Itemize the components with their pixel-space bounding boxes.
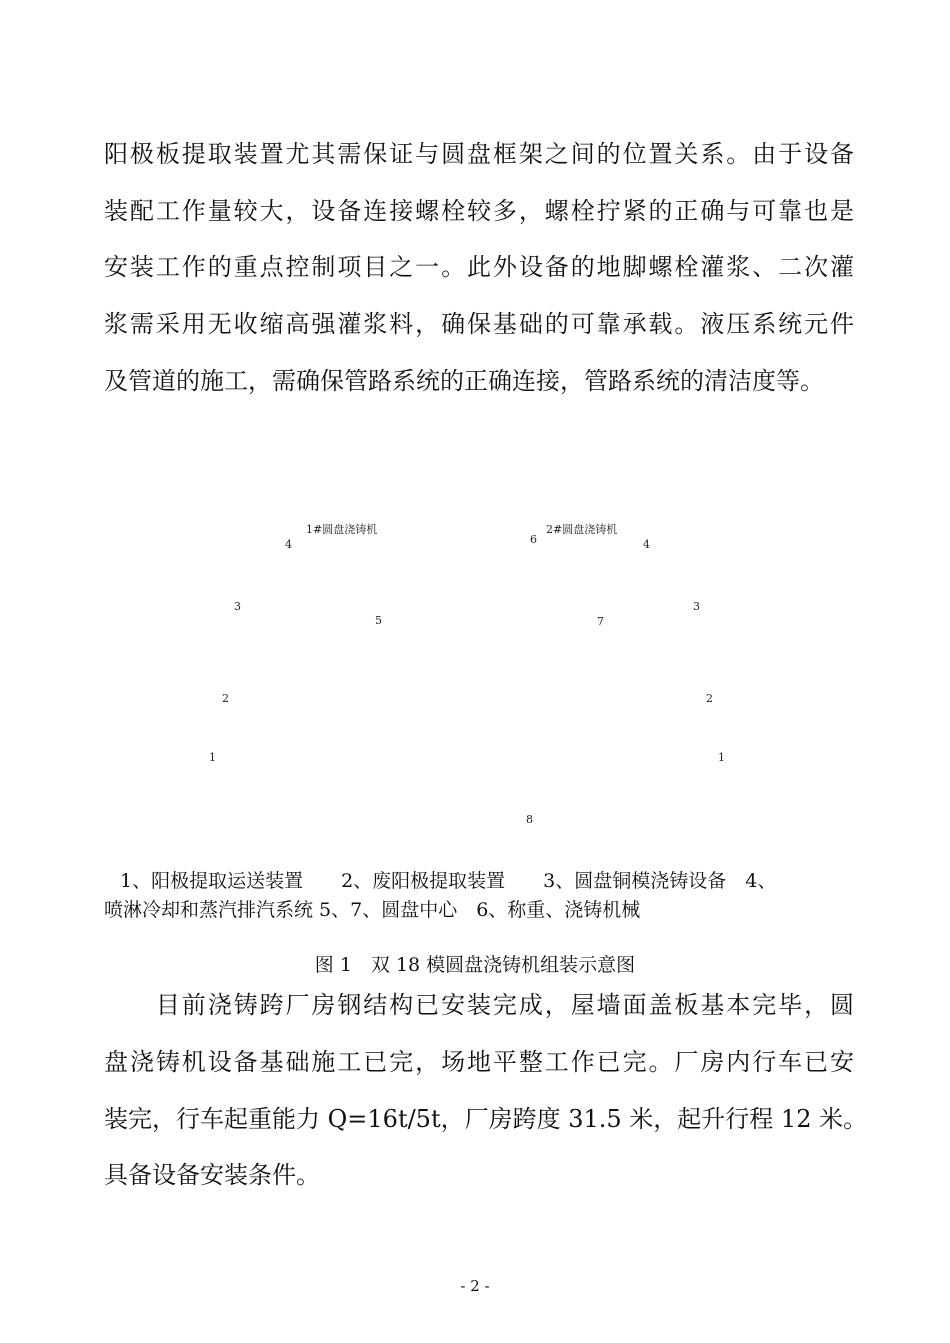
assembly-diagram — [0, 500, 950, 840]
diagram-number-label: 6 — [530, 533, 537, 546]
paragraph1-line: 浆需采用无收缩高强灌浆料，确保基础的可靠承载。液压系统元件 — [104, 310, 854, 338]
machine2-label: 2#圆盘浇铸机 — [546, 523, 618, 536]
diagram-number-label: 3 — [693, 600, 700, 613]
paragraph2-line: 具备设备安装条件。 — [104, 1161, 320, 1189]
paragraph2-line: 盘浇铸机设备基础施工已完，场地平整工作已完。厂房内行车已安 — [104, 1048, 854, 1076]
diagram-number-label: 1 — [209, 751, 216, 764]
page-number: - 2 - — [460, 1277, 490, 1295]
paragraph1-line: 及管道的施工，需确保管路系统的正确连接，管路系统的清洁度等。 — [104, 367, 824, 395]
machine1-label: 1#圆盘浇铸机 — [306, 523, 378, 536]
diagram-number-label: 5 — [375, 614, 382, 627]
paragraph1-line: 安装工作的重点控制项目之一。此外设备的地脚螺栓灌浆、二次灌 — [104, 253, 854, 281]
diagram-number-label: 8 — [526, 813, 533, 826]
diagram-number-label: 2 — [222, 692, 229, 705]
diagram-number-label: 4 — [643, 538, 650, 551]
paragraph1-line: 装配工作量较大，设备连接螺栓较多，螺栓拧紧的正确与可靠也是 — [104, 197, 854, 225]
diagram-number-label: 7 — [597, 615, 604, 628]
diagram-number-label: 3 — [234, 600, 241, 613]
paragraph1-line: 阳极板提取装置尤其需保证与圆盘框架之间的位置关系。由于设备 — [104, 140, 854, 168]
diagram-number-label: 2 — [706, 692, 713, 705]
paragraph2-line: 装完，行车起重能力 Q=16t/5t，厂房跨度 31.5 米，起升行程 12 米。 — [104, 1105, 868, 1133]
paragraph2-line: 目前浇铸跨厂房钢结构已安装完成，屋墙面盖板基本完毕，圆 — [104, 991, 854, 1019]
diagram-number-label: 4 — [285, 538, 292, 551]
figure-caption: 图 1 双 18 模圆盘浇铸机组装示意图 — [314, 954, 636, 976]
figure-legend-line: 喷淋冷却和蒸汽排汽系统 5、7、圆盘中心 6、称重、浇铸机械 — [104, 899, 641, 921]
figure-legend-line: 1、阳极提取运送装置 2、废阳极提取装置 3、圆盘铜模浇铸设备 4、 — [120, 870, 777, 892]
diagram-number-label: 1 — [718, 751, 725, 764]
